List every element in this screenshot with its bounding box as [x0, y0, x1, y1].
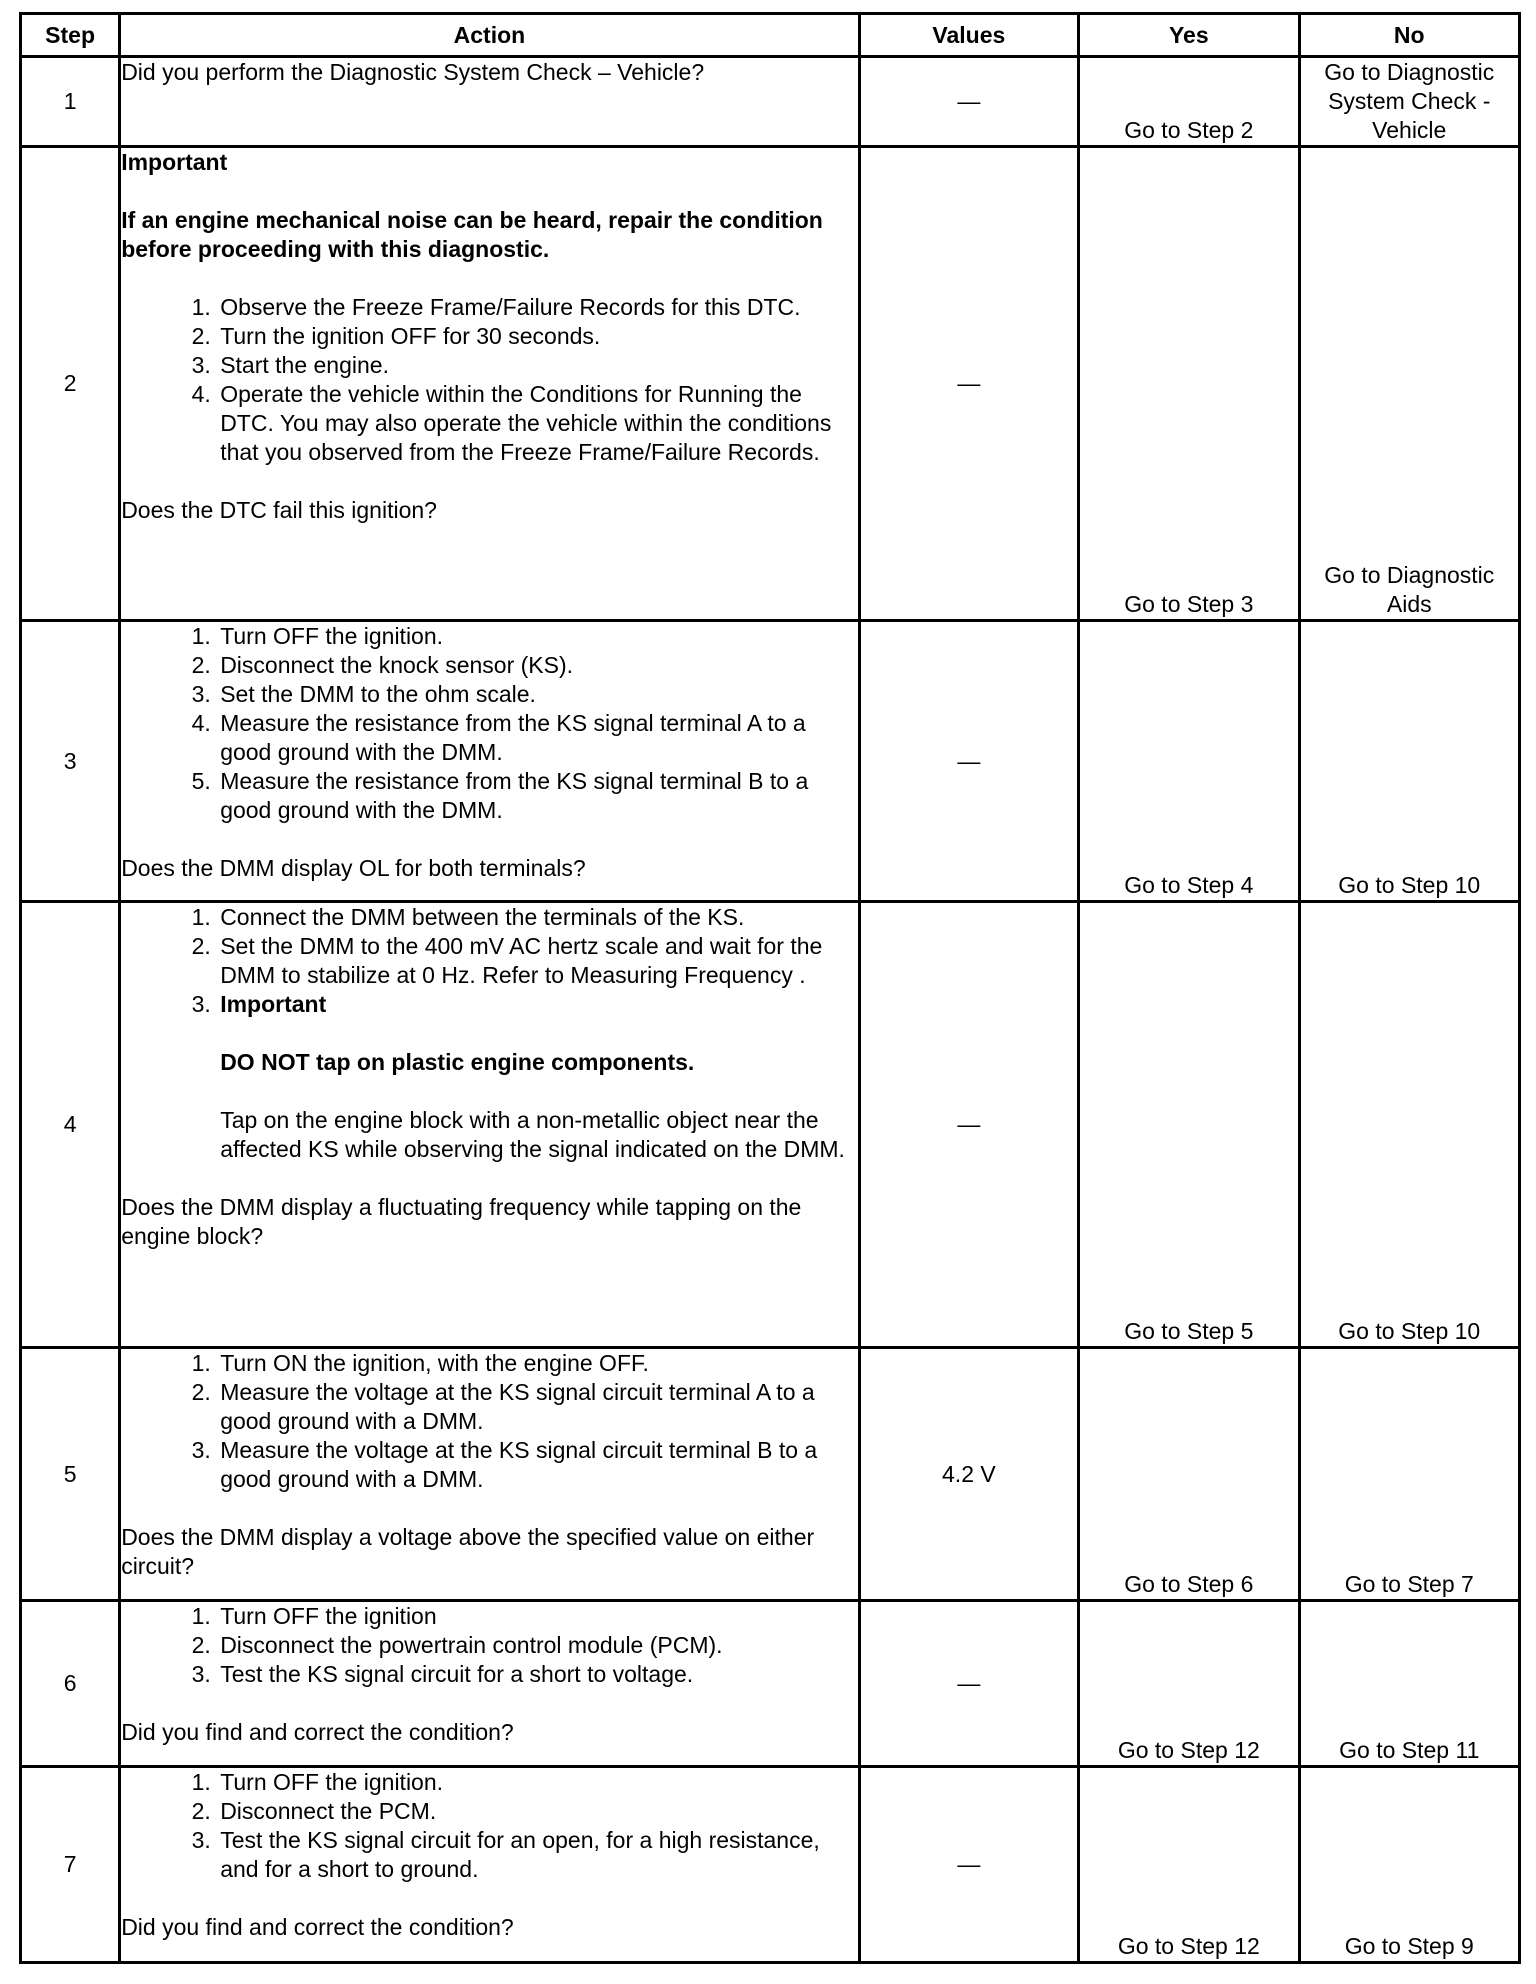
- important-warning: DO NOT tap on plastic engine components.: [220, 1049, 695, 1075]
- step-list: [121, 622, 857, 825]
- header-row: [21, 14, 1520, 57]
- step-number: 1: [21, 57, 120, 147]
- action-cell: [120, 621, 859, 902]
- value-cell: —: [859, 57, 1078, 147]
- no-cell: Go to Diagnostic Aids: [1299, 147, 1519, 621]
- step-number: 5: [21, 1348, 120, 1601]
- question-text: Did you perform the Diagnostic System Check – Vehicle?: [121, 59, 705, 85]
- list-item: 4. Operate the vehicle within the Conditions for Running the DTC. You may also operate the vehicle within the conditions that you observed from the Freeze Frame/Failure Records.: [217, 380, 857, 467]
- question-text: Does the DMM display OL for both terminals?: [121, 855, 586, 881]
- list-item: 2. Turn the ignition OFF for 30 seconds.: [217, 322, 857, 351]
- list-item: 4. Measure the resistance from the KS signal terminal A to a good ground with the DMM.: [217, 709, 857, 767]
- diagnostic-table: [19, 12, 1521, 1964]
- important-label: 3. Important: [220, 991, 327, 1017]
- step-row-7: [21, 1767, 1520, 1963]
- list-item: 2. Disconnect the powertrain control module (PCM).: [217, 1631, 857, 1660]
- action-cell: [120, 57, 859, 147]
- question-text: Does the DTC fail this ignition?: [121, 497, 437, 523]
- no-cell: Go to Step 10: [1299, 902, 1519, 1348]
- list-item: 3. Set the DMM to the ohm scale.: [217, 680, 857, 709]
- no-cell: Go to Diagnostic System Check - Vehicle: [1299, 57, 1519, 147]
- question-text: Does the DMM display a fluctuating frequency while tapping on the engine block?: [121, 1194, 802, 1249]
- list-item: 1. Connect the DMM between the terminals of the KS.: [217, 903, 857, 932]
- list-item: 3. Test the KS signal circuit for a short to voltage.: [217, 1660, 857, 1689]
- question-text: Did you find and correct the condition?: [121, 1914, 514, 1940]
- action-cell: [120, 1601, 859, 1767]
- important-label: Important: [121, 149, 228, 175]
- step-row-1: [21, 57, 1520, 147]
- step-row-2: [21, 147, 1520, 621]
- action-cell: [120, 902, 859, 1348]
- diagnostic-document: [19, 12, 1521, 1964]
- value-cell: —: [859, 1601, 1078, 1767]
- header-values: Values: [859, 14, 1078, 57]
- yes-cell: Go to Step 4: [1079, 621, 1299, 902]
- step-row-6: [21, 1601, 1520, 1767]
- step-number: 6: [21, 1601, 120, 1767]
- step-list: [121, 903, 857, 1164]
- list-item: 3. Test the KS signal circuit for an open, for a high resistance, and for a short to ground.: [217, 1826, 857, 1884]
- yes-cell: Go to Step 3: [1079, 147, 1299, 621]
- step-row-3: [21, 621, 1520, 902]
- question-text: Did you find and correct the condition?: [121, 1719, 514, 1745]
- yes-cell: Go to Step 2: [1079, 57, 1299, 147]
- no-cell: Go to Step 11: [1299, 1601, 1519, 1767]
- header-action: Action: [120, 14, 859, 57]
- step-number: 2: [21, 147, 120, 621]
- list-item-text: Tap on the engine block with a non-metallic object near the affected KS while observing the signal indicated on the DMM.: [220, 1107, 845, 1162]
- list-item: 3. Measure the voltage at the KS signal circuit terminal B to a good ground with a DMM.: [217, 1436, 857, 1494]
- header-yes: Yes: [1079, 14, 1299, 57]
- step-number: 4: [21, 902, 120, 1348]
- step-list: [121, 293, 857, 467]
- list-item: [217, 990, 857, 1164]
- list-item: 1. Turn OFF the ignition: [217, 1602, 857, 1631]
- list-item: 2. Disconnect the knock sensor (KS).: [217, 651, 857, 680]
- step-number: 7: [21, 1767, 120, 1963]
- value-cell: —: [859, 621, 1078, 902]
- step-row-4: [21, 902, 1520, 1348]
- header-no: No: [1299, 14, 1519, 57]
- step-list: [121, 1602, 857, 1689]
- list-item: 1. Turn OFF the ignition.: [217, 1768, 857, 1797]
- no-cell: Go to Step 7: [1299, 1348, 1519, 1601]
- step-list: [121, 1349, 857, 1494]
- yes-cell: Go to Step 12: [1079, 1601, 1299, 1767]
- value-cell: —: [859, 147, 1078, 621]
- list-item: 3. Start the engine.: [217, 351, 857, 380]
- important-warning: If an engine mechanical noise can be heard, repair the condition before proceeding with this diagnostic.: [121, 207, 823, 262]
- list-item: 5. Measure the resistance from the KS signal terminal B to a good ground with the DMM.: [217, 767, 857, 825]
- step-number: 3: [21, 621, 120, 902]
- list-item: 1. Observe the Freeze Frame/Failure Records for this DTC.: [217, 293, 857, 322]
- yes-cell: Go to Step 12: [1079, 1767, 1299, 1963]
- action-cell: [120, 147, 859, 621]
- value-cell: —: [859, 1767, 1078, 1963]
- list-item: 2. Disconnect the PCM.: [217, 1797, 857, 1826]
- question-text: Does the DMM display a voltage above the specified value on either circuit?: [121, 1524, 815, 1579]
- list-item: 1. Turn ON the ignition, with the engine OFF.: [217, 1349, 857, 1378]
- action-cell: [120, 1767, 859, 1963]
- yes-cell: Go to Step 5: [1079, 902, 1299, 1348]
- step-row-5: [21, 1348, 1520, 1601]
- list-item: 2. Measure the voltage at the KS signal circuit terminal A to a good ground with a DMM.: [217, 1378, 857, 1436]
- no-cell: Go to Step 10: [1299, 621, 1519, 902]
- value-cell: 4.2 V: [859, 1348, 1078, 1601]
- yes-cell: Go to Step 6: [1079, 1348, 1299, 1601]
- no-cell: Go to Step 9: [1299, 1767, 1519, 1963]
- action-cell: [120, 1348, 859, 1601]
- value-cell: —: [859, 902, 1078, 1348]
- list-item: 1. Turn OFF the ignition.: [217, 622, 857, 651]
- step-list: [121, 1768, 857, 1884]
- header-step: Step: [21, 14, 120, 57]
- list-item: 2. Set the DMM to the 400 mV AC hertz scale and wait for the DMM to stabilize at 0 Hz. Refer to Measuring Frequency .: [217, 932, 857, 990]
